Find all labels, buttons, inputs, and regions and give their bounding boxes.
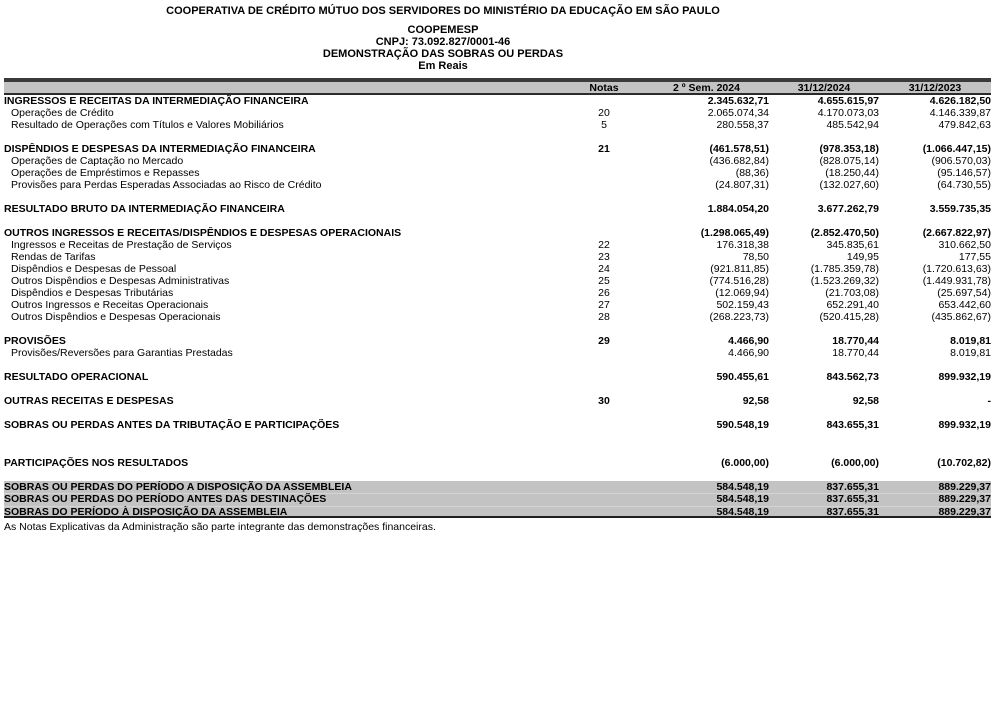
row-value-period3: (2.667.822,97) <box>922 227 991 239</box>
table-row <box>4 506 991 518</box>
table-row <box>4 179 991 191</box>
row-value-period1: 92,58 <box>742 395 769 407</box>
row-label: Operações de Crédito <box>11 107 114 119</box>
table-row <box>4 311 991 323</box>
column-header-period2: 31/12/2024 <box>797 82 851 94</box>
org-short-name: COOPEMESP <box>407 24 479 36</box>
row-value-period2: 4.170.073,03 <box>817 107 879 119</box>
row-value-period3: 899.932,19 <box>938 419 991 431</box>
table-row <box>4 347 991 359</box>
row-value-period1: 280.558,37 <box>716 119 769 131</box>
statement-title: DEMONSTRAÇÃO DAS SOBRAS OU PERDAS <box>322 48 564 60</box>
row-label: Operações de Captação no Mercado <box>11 155 184 167</box>
row-value-period2: 92,58 <box>852 395 879 407</box>
row-value-period1: (774.516,28) <box>709 275 769 287</box>
row-note: 26 <box>598 287 610 299</box>
row-label: Provisões/Reversões para Garantias Prestadas <box>11 347 233 359</box>
row-note <box>564 203 644 215</box>
row-value-period2: 4.655.615,97 <box>817 95 879 107</box>
row-value-period1: 590.455,61 <box>716 371 769 383</box>
table-row <box>4 107 991 119</box>
row-value-period1: 4.466,90 <box>728 335 769 347</box>
row-label: Ingressos e Receitas de Prestação de Serviços <box>11 239 232 251</box>
row-label: Outros Dispêndios e Despesas Operacionais <box>11 311 221 323</box>
row-note: 29 <box>598 335 610 347</box>
row-value-period1: (24.807,31) <box>715 179 769 191</box>
row-value-period2: (828.075,14) <box>819 155 879 167</box>
row-label: SOBRAS OU PERDAS ANTES DA TRIBUTAÇÃO E PARTICIPAÇÕES <box>4 419 340 431</box>
row-value-period3: (1.449.931,78) <box>922 275 991 287</box>
row-label: Outros Ingressos e Receitas Operacionais <box>11 299 209 311</box>
row-value-period2: 843.655,31 <box>826 419 879 431</box>
row-value-period2: (132.027,60) <box>819 179 879 191</box>
table-row <box>4 335 991 347</box>
row-label: Provisões para Perdas Esperadas Associadas ao Risco de Crédito <box>11 179 322 191</box>
row-note: 23 <box>598 251 610 263</box>
row-value-period3: (435.862,67) <box>931 311 991 323</box>
row-value-period3: 8.019,81 <box>950 347 991 359</box>
row-note: 22 <box>598 239 610 251</box>
row-value-period3: 653.442,60 <box>938 299 991 311</box>
table-row <box>4 251 991 263</box>
table-row <box>4 299 991 311</box>
row-value-period2: (520.415,28) <box>819 311 879 323</box>
row-spacer <box>4 323 991 335</box>
row-value-period3: (95.146,57) <box>937 167 991 179</box>
row-label: Dispêndios e Despesas Tributárias <box>11 287 174 299</box>
row-value-period3: 177,55 <box>958 251 991 263</box>
column-header-notes: Notas <box>589 82 619 94</box>
row-note: 27 <box>598 299 610 311</box>
row-value-period2: 18.770,44 <box>832 347 879 359</box>
row-note <box>564 95 644 107</box>
row-note: 28 <box>598 311 610 323</box>
row-value-period2: 149,95 <box>846 251 879 263</box>
currency-note: Em Reais <box>418 60 468 72</box>
row-label: RESULTADO OPERACIONAL <box>4 371 149 383</box>
row-label: PARTICIPAÇÕES NOS RESULTADOS <box>4 457 189 469</box>
row-value-period3: (64.730,55) <box>937 179 991 191</box>
row-spacer <box>4 431 991 457</box>
row-value-period2: 837.655,31 <box>826 493 879 506</box>
row-value-period3: 8.019,81 <box>950 335 991 347</box>
row-label: Rendas de Tarifas <box>11 251 96 263</box>
row-value-period2: 837.655,31 <box>826 481 879 493</box>
table-header-row <box>4 78 991 95</box>
row-value-period2: 18.770,44 <box>832 335 879 347</box>
row-value-period1: 1.884.054,20 <box>707 203 769 215</box>
row-label: OUTROS INGRESSOS E RECEITAS/DISPÊNDIOS E DESPESAS OPERACIONAIS <box>4 227 402 239</box>
row-value-period1: 584.548,19 <box>716 505 769 518</box>
row-value-period3: 479.842,63 <box>938 119 991 131</box>
row-note <box>564 167 644 179</box>
table-row <box>4 263 991 275</box>
row-label: Resultado de Operações com Títulos e Valores Mobiliários <box>11 119 284 131</box>
row-spacer <box>4 359 991 371</box>
footer-note: As Notas Explicativas da Administração são parte integrante das demonstrações financeiras. <box>4 521 436 534</box>
row-spacer <box>4 131 991 143</box>
row-spacer <box>4 215 991 227</box>
row-label: Outros Dispêndios e Despesas Administrativas <box>11 275 230 287</box>
row-value-period2: (1.785.359,78) <box>810 263 879 275</box>
row-label: Dispêndios e Despesas de Pessoal <box>11 263 177 275</box>
table-row <box>4 419 991 431</box>
row-note <box>564 493 644 505</box>
row-value-period3: (906.570,03) <box>931 155 991 167</box>
row-value-period1: 2.065.074,34 <box>707 107 769 119</box>
row-value-period1: 176.318,38 <box>716 239 769 251</box>
statement-header <box>0 0 886 72</box>
table-row <box>4 155 991 167</box>
table-row <box>4 239 991 251</box>
row-spacer <box>4 383 991 395</box>
row-value-period3: 3.559.735,35 <box>929 203 991 215</box>
table-row <box>4 143 991 155</box>
table-row <box>4 481 991 493</box>
table-row <box>4 457 991 469</box>
table-row <box>4 371 991 383</box>
row-value-period1: 4.466,90 <box>728 347 769 359</box>
row-note <box>564 227 644 239</box>
row-note: 25 <box>598 275 610 287</box>
row-spacer <box>4 407 991 419</box>
statement-table <box>4 78 991 518</box>
row-value-period1: 590.548,19 <box>716 419 769 431</box>
row-label: SOBRAS OU PERDAS DO PERÍODO A DISPOSIÇÃO DA ASSEMBLEIA <box>4 481 352 493</box>
row-note: 24 <box>598 263 610 275</box>
row-value-period3: 889.229,37 <box>938 505 991 518</box>
table-row <box>4 227 991 239</box>
row-value-period2: (1.523.269,32) <box>810 275 879 287</box>
row-label: OUTRAS RECEITAS E DESPESAS <box>4 395 174 407</box>
row-value-period1: 584.548,19 <box>716 481 769 493</box>
row-note <box>564 347 644 359</box>
row-value-period3: (10.702,82) <box>937 457 991 469</box>
row-value-period3: 4.626.182,50 <box>929 95 991 107</box>
row-value-period3: 899.932,19 <box>938 371 991 383</box>
row-value-period3: 4.146.339,87 <box>929 107 991 119</box>
row-note <box>564 481 644 493</box>
org-name: COOPERATIVA DE CRÉDITO MÚTUO DOS SERVIDORES DO MINISTÉRIO DA EDUCAÇÃO EM SÃO PAULO <box>166 5 720 17</box>
row-value-period2: (978.353,18) <box>819 143 879 155</box>
row-label: DISPÊNDIOS E DESPESAS DA INTERMEDIAÇÃO FINANCEIRA <box>4 143 316 155</box>
row-value-period3: - <box>987 395 991 407</box>
row-value-period1: (921.811,85) <box>710 263 769 275</box>
row-note <box>564 457 644 469</box>
table-row <box>4 95 991 107</box>
row-note <box>564 155 644 167</box>
row-value-period2: 485.542,94 <box>826 119 879 131</box>
row-note <box>564 506 644 518</box>
row-note <box>564 419 644 431</box>
row-label: INGRESSOS E RECEITAS DA INTERMEDIAÇÃO FINANCEIRA <box>4 95 309 107</box>
row-value-period1: (6.000,00) <box>721 457 769 469</box>
table-row <box>4 493 991 505</box>
row-value-period1: 584.548,19 <box>716 493 769 506</box>
row-value-period1: 2.345.632,71 <box>707 95 769 107</box>
row-value-period2: (2.852.470,50) <box>810 227 879 239</box>
table-row <box>4 395 991 407</box>
row-value-period1: (12.069,94) <box>715 287 769 299</box>
row-value-period1: (436.682,84) <box>709 155 769 167</box>
row-label: SOBRAS DO PERÍODO À DISPOSIÇÃO DA ASSEMBLEIA <box>4 505 288 518</box>
row-value-period1: (461.578,51) <box>709 143 769 155</box>
row-note <box>564 179 644 191</box>
row-value-period3: (25.697,54) <box>937 287 991 299</box>
row-spacer <box>4 191 991 203</box>
row-value-period1: (268.223,73) <box>709 311 769 323</box>
row-note: 20 <box>598 107 610 119</box>
row-value-period3: 889.229,37 <box>938 481 991 493</box>
row-value-period2: 345.835,61 <box>826 239 879 251</box>
cnpj: CNPJ: 73.092.827/0001-46 <box>375 36 511 48</box>
table-row <box>4 167 991 179</box>
row-label: RESULTADO BRUTO DA INTERMEDIAÇÃO FINANCEIRA <box>4 203 285 215</box>
row-value-period2: 3.677.262,79 <box>817 203 879 215</box>
row-value-period3: 889.229,37 <box>938 493 991 506</box>
row-note: 21 <box>598 143 610 155</box>
row-label: PROVISÕES <box>4 335 66 347</box>
row-note <box>564 371 644 383</box>
row-label: Operações de Empréstimos e Repasses <box>11 167 200 179</box>
row-note: 30 <box>598 395 610 407</box>
row-note: 5 <box>601 119 607 131</box>
column-header-period1: 2 º Sem. 2024 <box>673 82 740 94</box>
table-row <box>4 203 991 215</box>
row-value-period2: 837.655,31 <box>826 505 879 518</box>
row-value-period1: (88,36) <box>735 167 769 179</box>
row-value-period2: 843.562,73 <box>826 371 879 383</box>
table-body <box>4 95 991 518</box>
row-value-period2: (6.000,00) <box>831 457 879 469</box>
row-value-period3: (1.066.447,15) <box>922 143 991 155</box>
row-value-period1: 78,50 <box>742 251 769 263</box>
row-value-period2: (18.250,44) <box>825 167 879 179</box>
row-label: SOBRAS OU PERDAS DO PERÍODO ANTES DAS DESTINAÇÕES <box>4 493 327 506</box>
table-row <box>4 275 991 287</box>
column-header-period3: 31/12/2023 <box>908 82 962 94</box>
row-value-period3: (1.720.613,63) <box>922 263 991 275</box>
row-value-period1: (1.298.065,49) <box>700 227 769 239</box>
row-value-period2: (21.703,08) <box>825 287 879 299</box>
row-value-period3: 310.662,50 <box>938 239 991 251</box>
table-row <box>4 287 991 299</box>
row-value-period1: 502.159,43 <box>716 299 769 311</box>
row-value-period2: 652.291,40 <box>826 299 879 311</box>
row-spacer <box>4 469 991 481</box>
table-row <box>4 119 991 131</box>
